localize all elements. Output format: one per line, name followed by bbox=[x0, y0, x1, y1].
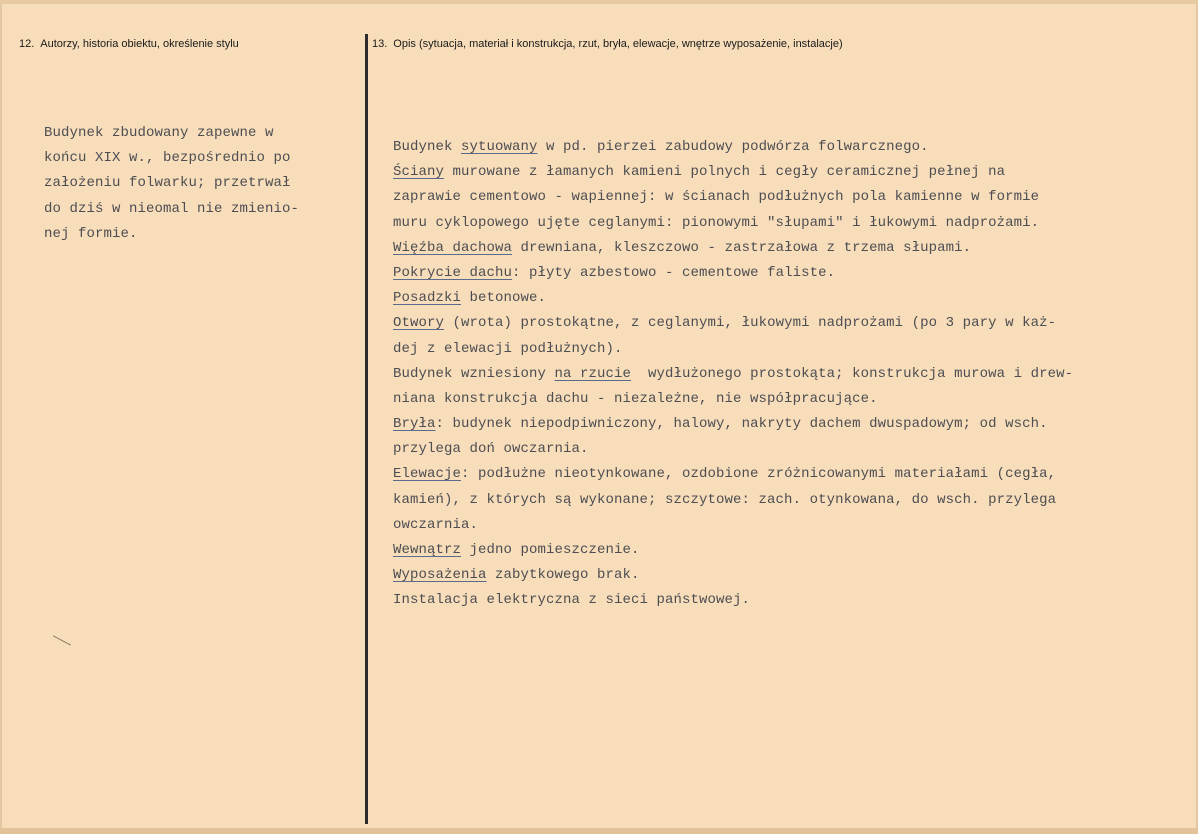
description-line bbox=[393, 337, 1073, 362]
underlined-keyword: Otwory bbox=[393, 315, 445, 332]
section-12-number: 12. bbox=[19, 38, 35, 50]
underlined-keyword: Więźba dachowa bbox=[393, 239, 513, 256]
description-text bbox=[393, 135, 1073, 614]
description-fragment: owczarnia. bbox=[393, 516, 479, 533]
section-12-title: Autorzy, historia obiektu, określenie stylu bbox=[40, 38, 239, 50]
description-line bbox=[393, 362, 1073, 387]
card-bottom-edge bbox=[0, 828, 1198, 834]
description-fragment: jedno pomieszczenie. bbox=[461, 542, 640, 558]
description-fragment: : płyty azbestowo - cementowe faliste. bbox=[512, 264, 836, 281]
section-12-header bbox=[19, 38, 239, 50]
description-line bbox=[393, 311, 1073, 336]
section-13-number: 13. bbox=[372, 38, 388, 50]
description-line bbox=[393, 286, 1073, 311]
description-line bbox=[393, 135, 1073, 160]
description-fragment: dej z elewacji podłużnych). bbox=[393, 340, 623, 357]
description-line bbox=[393, 538, 1073, 563]
description-fragment: betonowe. bbox=[461, 290, 547, 307]
history-line: założeniu folwarku; przetrwał bbox=[44, 175, 291, 192]
underlined-keyword: sytuowany bbox=[461, 139, 538, 155]
pencil-mark bbox=[53, 635, 71, 645]
description-fragment: przylega doń owczarnia. bbox=[393, 441, 589, 458]
description-line bbox=[393, 387, 1073, 412]
description-fragment: : podłużne nieotynkowane, ozdobione zróżnicowanymi materiałami (cegła, bbox=[461, 466, 1057, 483]
description-line bbox=[393, 261, 1073, 286]
history-line: do dziś w nieomal nie zmienio- bbox=[44, 200, 300, 217]
description-line bbox=[393, 211, 1073, 236]
description-line bbox=[393, 437, 1073, 462]
description-fragment: niana konstrukcja dachu - niezależne, nie współpracujące. bbox=[393, 390, 878, 407]
description-line bbox=[393, 513, 1073, 538]
history-line: nej formie. bbox=[44, 225, 138, 242]
description-line bbox=[393, 236, 1073, 261]
description-line bbox=[393, 412, 1073, 437]
underlined-keyword: Bryła bbox=[393, 416, 436, 433]
underlined-keyword: Ściany bbox=[393, 164, 445, 181]
section-13-header bbox=[372, 38, 843, 50]
description-fragment: muru cyklopowego ujęte ceglanymi: pionowymi "słupami" i łukowymi nadprożami. bbox=[393, 214, 1040, 231]
underlined-keyword: Elewacje bbox=[393, 466, 462, 483]
card-top-edge bbox=[0, 0, 1198, 4]
underlined-keyword: Wyposażenia bbox=[393, 567, 487, 584]
history-line: końcu XIX w., bezpośrednio po bbox=[44, 150, 291, 167]
description-fragment: Budynek bbox=[393, 139, 462, 155]
description-fragment: kamień), z których są wykonane; szczytowe: zach. otynkowana, do wsch. przylega bbox=[393, 491, 1057, 508]
description-line bbox=[393, 488, 1073, 513]
underlined-keyword: Pokrycie dachu bbox=[393, 264, 513, 281]
underlined-keyword: Posadzki bbox=[393, 290, 462, 307]
description-fragment: murowane z łamanych kamieni polnych i cegły ceramicznej pełnej na bbox=[444, 164, 1006, 181]
history-text bbox=[44, 121, 299, 247]
description-line bbox=[393, 588, 1073, 613]
description-fragment: Budynek wzniesiony bbox=[393, 365, 555, 382]
description-fragment: drewniana, kleszczowo - zastrzałowa z trzema słupami. bbox=[512, 239, 972, 256]
section-13-title: Opis (sytuacja, materiał i konstrukcja, rzut, bryła, elewacje, wnętrze wyposażenie, instalacje) bbox=[393, 38, 843, 50]
description-line bbox=[393, 462, 1073, 487]
description-fragment: zaprawie cementowo - wapiennej: w ścianach podłużnych pola kamienne w formie bbox=[393, 189, 1040, 206]
column-divider bbox=[365, 34, 368, 824]
description-fragment: zabytkowego brak. bbox=[486, 567, 640, 584]
description-line bbox=[393, 185, 1073, 210]
history-line: Budynek zbudowany zapewne w bbox=[44, 125, 274, 141]
description-fragment: wydłużonego prostokąta; konstrukcja murowa i drew- bbox=[631, 365, 1074, 382]
description-fragment: : budynek niepodpiwniczony, halowy, nakryty dachem dwuspadowym; od wsch. bbox=[435, 416, 1048, 433]
description-fragment: (wrota) prostokątne, z ceglanymi, łukowymi nadprożami (po 3 pary w każ- bbox=[444, 315, 1057, 332]
description-line bbox=[393, 160, 1073, 185]
description-fragment: w pd. pierzei zabudowy podwórza folwarcznego. bbox=[537, 139, 929, 155]
underlined-keyword: na rzucie bbox=[554, 365, 632, 382]
description-fragment: Instalacja elektryczna z sieci państwowej. bbox=[393, 592, 751, 609]
underlined-keyword: Wewnątrz bbox=[393, 542, 462, 558]
description-line bbox=[393, 563, 1073, 588]
